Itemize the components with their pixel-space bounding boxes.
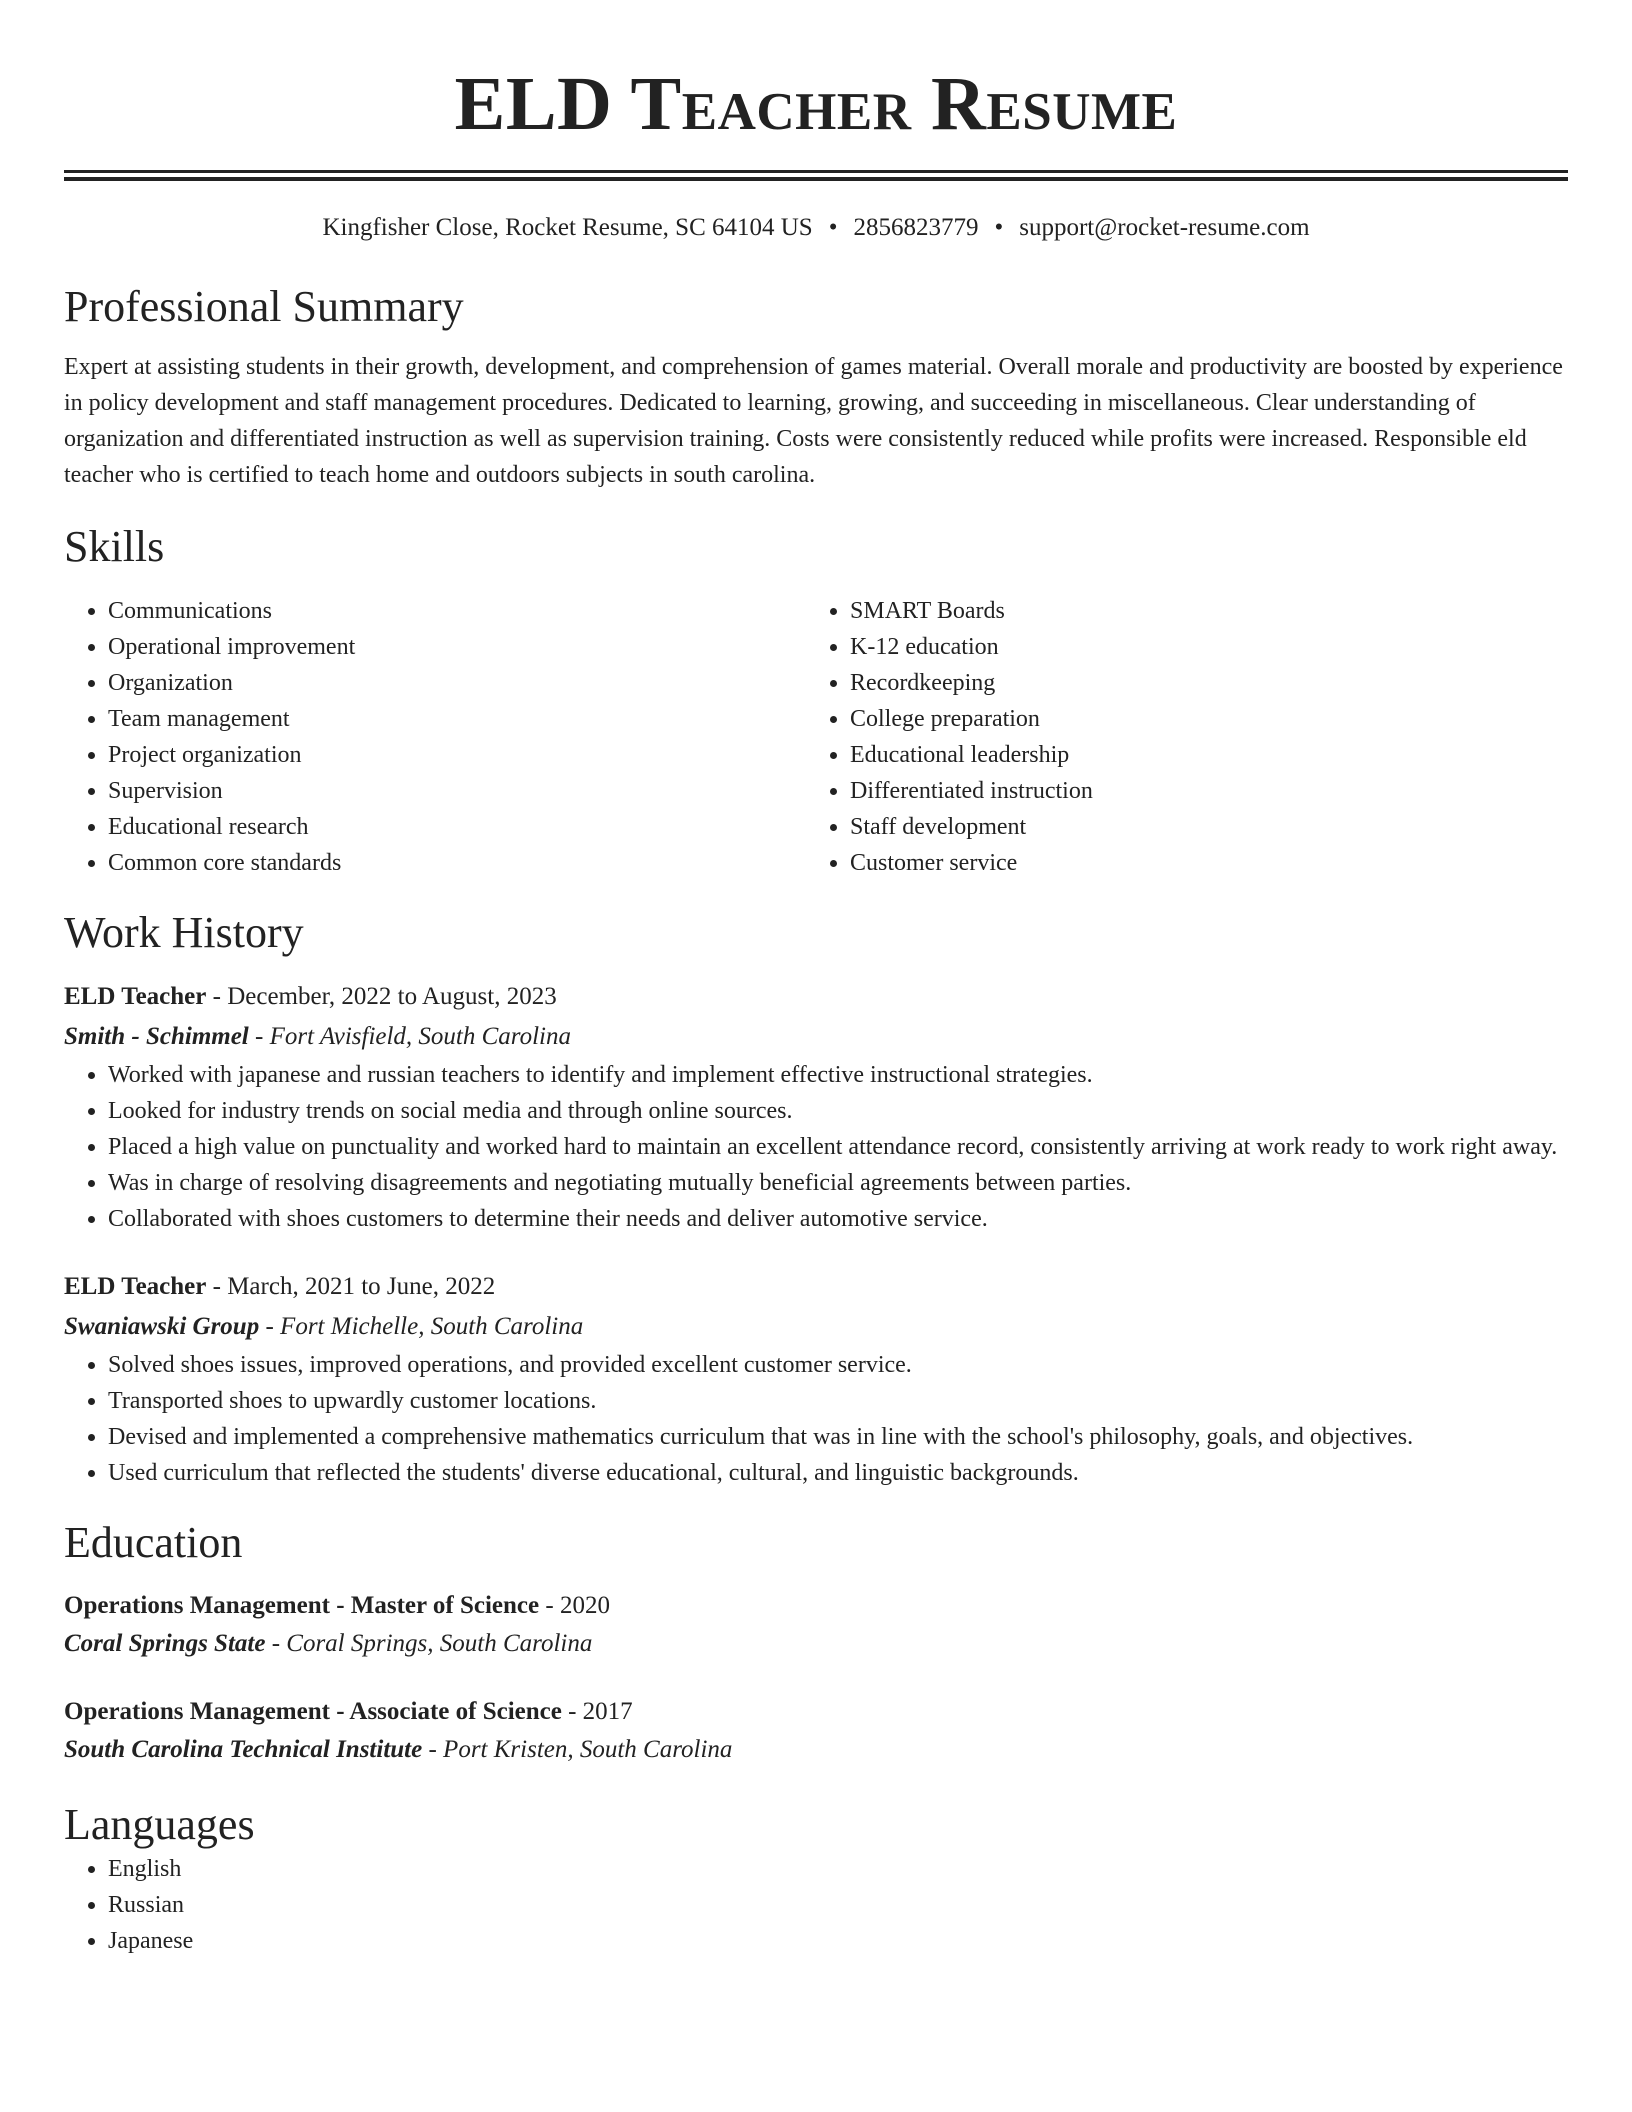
language-item: • Japanese <box>108 1923 1568 1959</box>
job-duty: • Looked for industry trends on social media and through online sources. <box>108 1093 1568 1129</box>
job-duty: • Collaborated with shoes customers to determine their needs and deliver automotive service. <box>108 1201 1568 1237</box>
languages-heading: Languages <box>64 1800 255 1849</box>
contact-line <box>64 211 1568 245</box>
skill-item: • Differentiated instruction <box>850 773 1548 809</box>
education-section <box>64 1517 1568 1769</box>
job-duty: • Was in charge of resolving disagreements and negotiating mutually beneficial agreements between parties. <box>108 1165 1568 1201</box>
job-duty: • Worked with japanese and russian teachers to identify and implement effective instructional strategies. <box>108 1057 1568 1093</box>
job-dates: - December, 2022 to August, 2023 <box>212 983 557 1010</box>
education-degree: Operations Management - Associate of Science <box>64 1698 562 1725</box>
education-degree-line <box>64 1693 1568 1731</box>
work-history-heading: Work History <box>64 908 304 957</box>
job-employer-line <box>64 1017 1568 1057</box>
education-school-line <box>64 1625 1568 1663</box>
contact-address: Kingfisher Close, Rocket Resume, SC 64104 US <box>322 214 813 241</box>
skill-item: • Educational leadership <box>850 737 1548 773</box>
skill-item: • Organization <box>108 665 806 701</box>
job-duty: • Used curriculum that reflected the students' diverse educational, cultural, and linguistic backgrounds. <box>108 1455 1568 1491</box>
languages-section <box>64 1799 1568 1959</box>
job-duty: • Transported shoes to upwardly customer locations. <box>108 1383 1568 1419</box>
skill-item: • College preparation <box>850 701 1548 737</box>
job-entry <box>64 1267 1568 1491</box>
job-duty: • Devised and implemented a comprehensive mathematics curriculum that was in line with the school's philosophy, goals, and objectives. <box>108 1419 1568 1455</box>
job-entry <box>64 977 1568 1237</box>
contact-email: support@rocket-resume.com <box>1019 214 1310 241</box>
skills-heading: Skills <box>64 522 165 571</box>
contact-separator: • <box>828 214 838 241</box>
skill-item: • Recordkeeping <box>850 665 1548 701</box>
job-employer-line <box>64 1307 1568 1347</box>
job-company: Swaniawski Group <box>64 1313 260 1340</box>
education-school: Coral Springs State <box>64 1630 266 1657</box>
skill-item: • K-12 education <box>850 629 1548 665</box>
job-title: ELD Teacher <box>64 1273 207 1300</box>
skill-item: • Operational improvement <box>108 629 806 665</box>
education-year: - 2020 <box>545 1592 610 1619</box>
skill-item: • Communications <box>108 593 806 629</box>
contact-separator: • <box>994 214 1004 241</box>
job-location: - Fort Michelle, South Carolina <box>265 1313 584 1340</box>
work-history-section <box>64 907 1568 1491</box>
job-header <box>64 1267 1568 1307</box>
education-entry <box>64 1693 1568 1769</box>
job-header <box>64 977 1568 1017</box>
summary-text: Expert at assisting students in their growth, development, and comprehension of games material. Overall morale and productivity are boosted by experience in policy development and staff management procedures. Dedicated to learning, growing, and succeeding in miscellaneous. Clear understanding of organization and differentiated instruction as well as supervision training. Costs were consistently reduced while profits were increased. Responsible eld teacher who is certified to teach home and outdoors subjects in south carolina. <box>64 354 1563 488</box>
job-dates: - March, 2021 to June, 2022 <box>212 1273 496 1300</box>
job-title: ELD Teacher <box>64 983 207 1010</box>
job-company: Smith - Schimmel <box>64 1023 249 1050</box>
job-location: - Fort Avisfield, South Carolina <box>255 1023 571 1050</box>
skill-item: • Team management <box>108 701 806 737</box>
education-year: - 2017 <box>568 1698 633 1725</box>
skill-item: • SMART Boards <box>850 593 1548 629</box>
education-location: - Coral Springs, South Carolina <box>271 1630 593 1657</box>
skills-list-right <box>806 593 1548 881</box>
skill-item: • Supervision <box>108 773 806 809</box>
skills-grid <box>64 593 1568 881</box>
job-duties-list <box>64 1057 1568 1237</box>
title-double-rule <box>64 170 1568 181</box>
skills-list-left <box>64 593 806 881</box>
skill-item: • Common core standards <box>108 845 806 881</box>
education-heading: Education <box>64 1518 243 1567</box>
job-duty: • Solved shoes issues, improved operations, and provided excellent customer service. <box>108 1347 1568 1383</box>
education-location: - Port Kristen, South Carolina <box>428 1736 733 1763</box>
education-entry <box>64 1587 1568 1663</box>
education-school: South Carolina Technical Institute <box>64 1736 423 1763</box>
summary-heading: Professional Summary <box>64 282 464 331</box>
skill-item: • Project organization <box>108 737 806 773</box>
language-item: • Russian <box>108 1887 1568 1923</box>
education-degree: Operations Management - Master of Science <box>64 1592 540 1619</box>
summary-section <box>64 281 1568 493</box>
skills-column-right <box>806 593 1548 881</box>
education-degree-line <box>64 1587 1568 1625</box>
skills-column-left <box>64 593 806 881</box>
skill-item: • Staff development <box>850 809 1548 845</box>
resume-title: ELD Teacher Resume <box>454 62 1178 146</box>
skill-item: • Customer service <box>850 845 1548 881</box>
contact-phone: 2856823779 <box>853 214 979 241</box>
skills-section <box>64 521 1568 881</box>
education-school-line <box>64 1731 1568 1769</box>
job-duty: • Placed a high value on punctuality and worked hard to maintain an excellent attendance record, consistently arriving at work ready to work right away. <box>108 1129 1568 1165</box>
job-duties-list <box>64 1347 1568 1491</box>
language-item: • English <box>108 1851 1568 1887</box>
skill-item: • Educational research <box>108 809 806 845</box>
languages-list <box>64 1851 1568 1959</box>
